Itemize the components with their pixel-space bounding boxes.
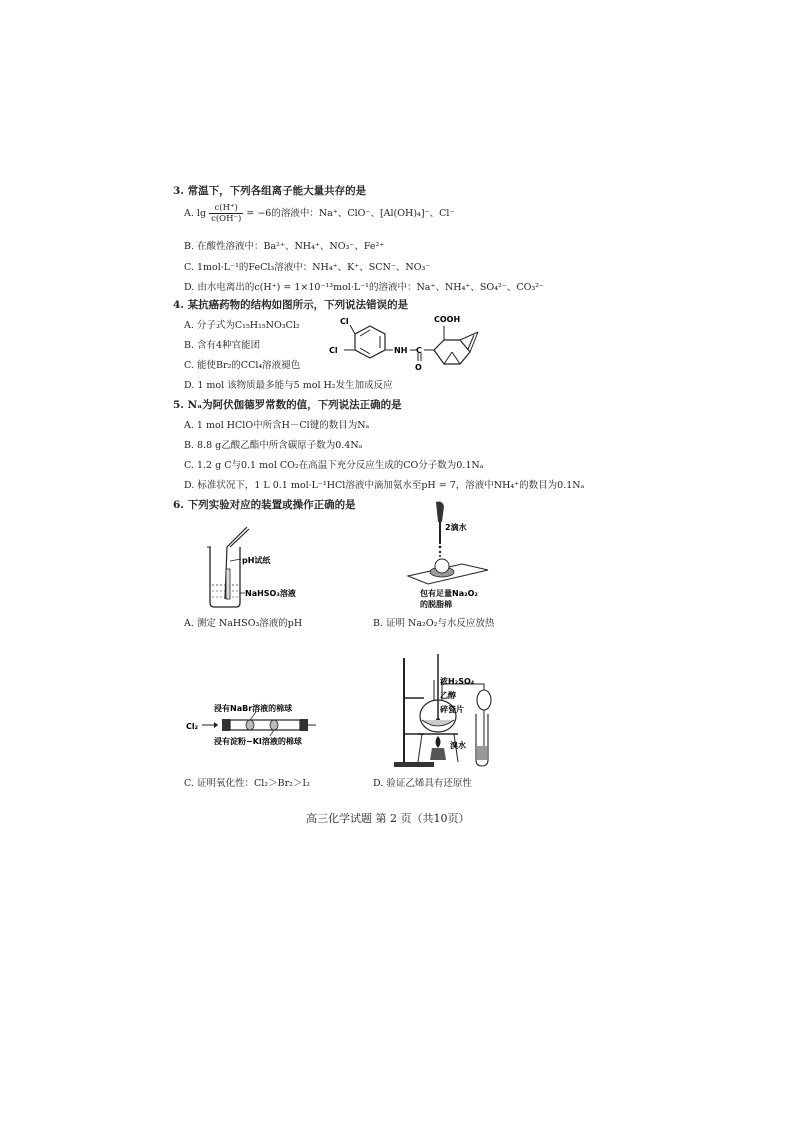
q5-option-b: B. 8.8 g乙酸乙酯中所含碳原子数为0.4Nₐ <box>184 440 363 451</box>
q3-option-d: D. 由水电离出的c(H⁺) = 1×10⁻¹³mol·L⁻¹的溶液中：Na⁺、NH₄⁺、SO₄²⁻、CO₃²⁻ <box>184 282 545 293</box>
q4-structure-diagram <box>329 308 510 372</box>
q6-b-water-label: 2滴水 <box>445 523 467 532</box>
q5-option-a: A. 1 mol HClO中所含H－Cl键的数目为Nₐ <box>184 420 370 431</box>
q4-option-c: C. 能使Br₂的CCl₄溶液褪色 <box>184 360 301 371</box>
q6-a-caption: A. 测定 NaHSO₃溶液的pH <box>184 618 303 629</box>
q5-option-d: D. 标准状况下，1 L 0.1 mol·L⁻¹HCl溶液中滴加氨水至pH = 7，溶液中NH₄⁺的数目为0.1Nₐ <box>184 480 585 491</box>
q6-c-cl2-label: Cl₂ <box>186 722 199 731</box>
q3-fraction-numerator: c(H⁺) <box>209 203 243 214</box>
q6-b-cotton-label-line1: 包有足量Na₂O₂ <box>420 589 478 598</box>
q3-fraction-denominator: c(OH⁻) <box>211 214 242 224</box>
q6-b-caption: B. 证明 Na₂O₂与水反应放热 <box>373 618 495 629</box>
q4-stem: 4. 某抗癌药物的结构如图所示，下列说法错误的是 <box>173 299 409 311</box>
q3-option-c: C. 1mol·L⁻¹的FeCl₃溶液中：NH₄⁺、K⁺、SCN⁻、NO₃⁻ <box>184 262 431 273</box>
q6-a-ph-paper-label: pH试纸 <box>242 556 271 565</box>
q4-structure-cl-top: Cl <box>340 317 349 326</box>
q5-option-c: C. 1.2 g C与0.1 mol CO₂在高温下充分反应生成的CO分子数为0.1Nₐ <box>184 460 484 471</box>
q4-structure-cl-left: Cl <box>329 346 338 355</box>
q6-d-caption: D. 验证乙烯具有还原性 <box>373 778 472 789</box>
q6-c-caption: C. 证明氧化性：Cl₂＞Br₂＞I₂ <box>184 778 310 789</box>
q6-a-solution-label: NaHSO₃溶液 <box>245 589 296 598</box>
q3-option-a <box>184 203 454 224</box>
page-footer: 高三化学试题 第 2 页（共10页） <box>306 812 470 825</box>
q6-c-top-label: 浸有NaBr溶液的棉球 <box>214 704 293 713</box>
q6-d-ethanol-label: 乙醇 <box>440 691 456 700</box>
q3-stem: 3. 常温下，下列各组离子能大量共存的是 <box>173 185 367 197</box>
q3-option-a-rest: = −6的溶液中：Na⁺、ClO⁻、[Al(OH)₄]⁻、Cl⁻ <box>246 208 455 219</box>
q5-stem: 5. Nₐ为阿伏伽德罗常数的值，下列说法正确的是 <box>173 399 402 411</box>
q4-option-d: D. 1 mol 该物质最多能与5 mol H₂发生加成反应 <box>184 380 393 391</box>
q3-option-a-fraction <box>209 203 243 224</box>
q6-c-bottom-label: 浸有淀粉−KI溶液的棉球 <box>214 737 302 746</box>
q6-d-bromine-label: 溴水 <box>450 741 466 750</box>
q4-structure-oxygen: O <box>415 363 422 372</box>
q4-option-a: A. 分子式为C₁₅H₁₅NO₃Cl₂ <box>184 320 300 331</box>
q6-d-acid-label: 浓H₂SO₄ <box>440 677 475 686</box>
q4-structure-carbon: C <box>416 346 422 355</box>
q4-structure-cooh: COOH <box>434 315 461 324</box>
q6-b-cotton-label-line2: 的脱脂棉 <box>420 600 452 609</box>
q3-option-b: B. 在酸性溶液中：Ba²⁺、NH₄⁺、NO₃⁻、Fe²⁺ <box>184 241 385 252</box>
q6-figure-d <box>388 650 528 770</box>
q4-option-b: B. 含有4种官能团 <box>184 340 261 351</box>
q6-figure-b <box>398 500 528 612</box>
q6-figure-c <box>188 700 328 750</box>
q6-stem: 6. 下列实验对应的装置或操作正确的是 <box>173 499 356 511</box>
q6-figure-a <box>205 525 325 610</box>
q6-d-chips-label: 碎瓷片 <box>440 705 464 714</box>
q3-option-a-prefix: A. lg <box>184 208 207 219</box>
q4-structure-nh: NH <box>394 346 408 355</box>
